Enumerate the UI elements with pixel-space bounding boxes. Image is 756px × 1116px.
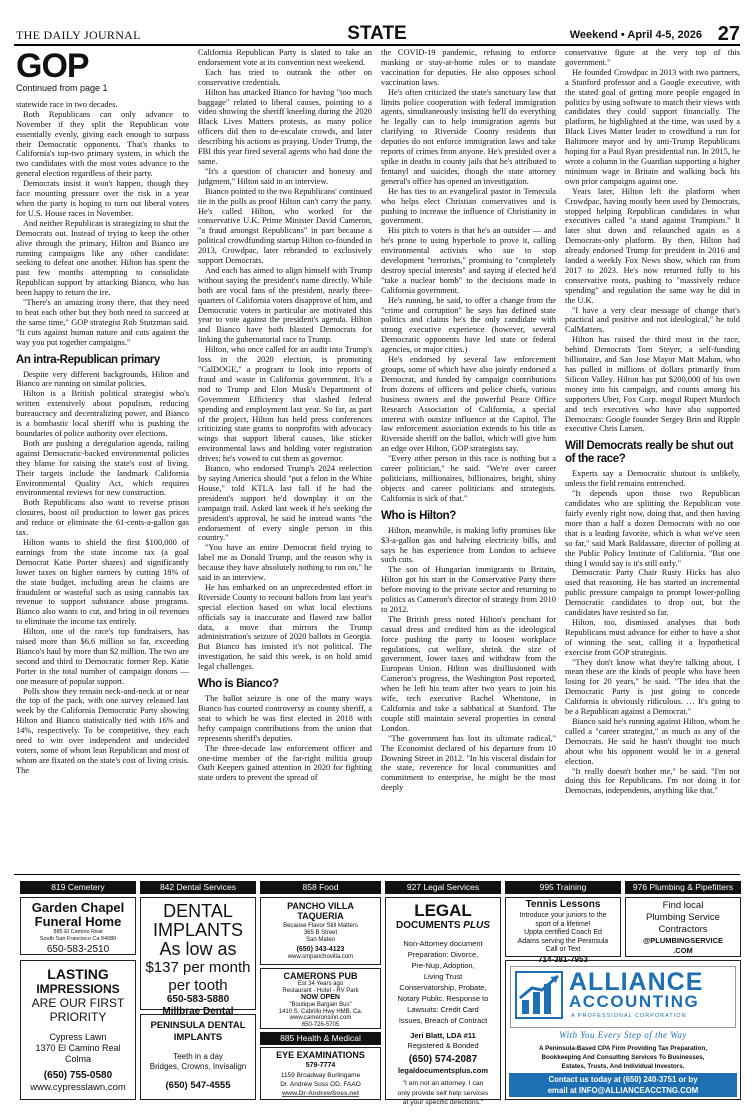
article-paragraph: Bianco, who endorsed Trump's 2024 reelection by saying America should "put a felon in the White House," told KTLA last fall if he had the president's support he'd downplay it on the campaign trail. Asked last week if he's seeking the president's approval, he said he instead wants "the endorsement of every single person in this country." [198, 464, 372, 543]
legal-line-16: at your specific directions." [402, 1099, 484, 1106]
article-paragraph: Hilton, who once called for an audit into Trump's loss in the 2020 election, is promoting "CalDOGE," a program to look into reports of fraud and waste in California government. It's a nod to Trump and Elon Musk's Department of Government Efficiency that slashed federal spending and employment last year. So far, as part of the project, Hilton has held press conferences criticizing state grants to nonprofits with advocacy wings that support liberal causes, like sticker environmental laws and holding voter registration drives; he's vowed to cut them as governor. [198, 345, 372, 464]
camerons-line-2: Est 34 Years ago [297, 981, 344, 987]
eye-web[interactable]: www.Dr-AndrewSoss.net [281, 1090, 360, 1097]
alliance-line-2: ACCOUNTING [569, 992, 700, 1011]
legal-line-11: Issues, Breach of Contract [398, 1016, 488, 1025]
classifieds-divider [14, 874, 740, 875]
article-paragraph: Hilton is a British political strategist who's written extensively about populism, reducing bureaucracy and decentralizing power, and Bianco is a bombastic local sheriff who is pushing the boundaries of police authority over elections. [16, 389, 189, 438]
continued-note: Continued from page 1 [16, 83, 108, 93]
section-title: STATE [347, 23, 407, 44]
article-paragraph: Each has tried to outrank the other on conservative credentials. [198, 67, 372, 87]
legal-line-8: Conservatorship, Probate, [399, 983, 487, 992]
article-column-3 [381, 48, 556, 871]
peninsula-phone: (650) 547-4555 [165, 1080, 231, 1091]
article-paragraph: Both are pushing a deregulation agenda, railing against Democratic-backed environmental policies they blame for raising the state's cost of living. Their targets include the landmark California Environmental Quality Act, which requires environmental reviews for new construction. [16, 438, 189, 498]
ad-legal-documents[interactable] [385, 897, 501, 1106]
eye-line-1: EYE EXAMINATIONS [276, 1050, 365, 1060]
category-plumbing: 976 Plumbing & Pipefitters [625, 881, 741, 894]
article-paragraph: Despite very different backgrounds, Hilton and Bianco are running on similar policies. [16, 369, 189, 389]
article-paragraph: Polls show they remain neck-and-neck at or near the top of the pack, with one survey released last week by the California Democratic Party showing Hilton and Bianco statistically tied with 16% and 14%, respectively. To be competitive, they each need to win over independent and undecided voters, some of whom lean Republican and most of whom are fixated on the state's cost of living crisis. The [16, 686, 189, 775]
camerons-line-7[interactable]: www.cameronsinn.com [289, 1015, 352, 1021]
legal-line-12: Jeri Blatt, LDA #11 [410, 1031, 476, 1040]
pancho-web[interactable]: www.smpanchovilla.com [287, 954, 354, 960]
article-paragraph: The three-decade law enforcement officer and one-time member of the far-right militia group Oath Keepers gained attention in 2020 for fighting state orders to prevent the spread of [198, 743, 372, 783]
alliance-chart-icon [514, 970, 564, 1022]
article-paragraph: Democratic Party Chair Rusty Hicks has also used that reasoning. He has started an incremental public pressure campaign to prompt lower-polling Democratic candidates to drop out, but the candidates have resisted so far. [565, 568, 740, 618]
peninsula-line-4: Bridges, Crowns, Invisalign [149, 1062, 247, 1071]
pancho-line-5: San Mateo [305, 937, 336, 943]
dental-line-6: Millbrae Dental [162, 1006, 234, 1017]
article-paragraph: The British press noted Hilton's penchant for casual dress and credited him as the ideological force pushing the party to loosen workplace regulations, cut welfare, shrink the size of government, lower taxes and withdraw from the European Union. Hilton was disillusioned with Cameron's progress, the Washington Post reported, when he left his team after two years to join his wife, tech executive Rachel Whetstone, in California and take a sabbatical at Stanford. The couple still maintain several properties in central London. [381, 614, 556, 733]
ad-eye-examinations[interactable] [260, 1047, 381, 1100]
camerons-line-1: CAMERONS PUB [283, 971, 358, 981]
legal-line-13: Registered & Bonded [407, 1041, 479, 1050]
plumbing-line-1: Find local [662, 900, 704, 911]
article-paragraph: He has embarked on an unprecedented effort in Riverside County to recount ballots from last year's special election based on what local elections officials say is inaccurate and flawed raw ballot data, a move that mirrors the Trump administration's seizure of 2020 ballots in Georgia. But Bianco has insisted it's not political. The investigation, he said this week, is on hold amid legal challenges. [198, 582, 372, 672]
plumbing-line-4[interactable]: @PLUMBINGSERVICE [642, 936, 724, 945]
article-paragraph: "The government has lost its ultimate radical," The Economist declared of his departure from 10 Downing Street in 2012. "In his visceral disdain for the state, reverence for local communities and commitment to enterprise, he might be the most deeply [381, 733, 556, 793]
article-column-4 [565, 48, 740, 871]
pancho-phone: (650) 343-4123 [296, 946, 345, 953]
article-paragraph: His pitch to voters is that he's an outsider — and he's prone to using hyperbole to prove it, calling environmental activists who sue to stop development "terrorists," promising to "completely destroy special interests" and saying if elected he'd "take a nuclear bomb" to the decisions made in California government. [381, 226, 556, 295]
article-paragraph: He's endorsed by several law enforcement groups, some of which have also jointly endorsed a Democrat, and funded by campaign contributions from dozens of officers and police chiefs, various business owners and the powerful Peace Office Research Association of California, a special interest with outsize influence at the Capitol. The law enforcement association extends to his title as Riverside sheriff on the ballot, which will give him an edge over Hilton, GOP strategists say. [381, 355, 556, 454]
ad-peninsula-dental[interactable] [140, 1014, 256, 1100]
article-paragraph: Bianco said he's running against Hilton, whom he called a "career strategist," as much as any of the Democrats. He said he hasn't thought too much about who his opponent would be in a general election. [565, 717, 740, 766]
legal-line-3: PLUS [463, 920, 490, 931]
lasting-line-1: LASTING [47, 966, 109, 982]
article-paragraph: statewide race in two decades. [16, 99, 118, 109]
dental-line-2: IMPLANTS [152, 920, 244, 940]
article-column-1 [16, 48, 189, 871]
article-kicker: GOP [16, 47, 89, 85]
legal-line-9: Notary Public. Response to [397, 994, 489, 1003]
lasting-phone: (650) 755-0580 [43, 1070, 113, 1081]
garden-chapel-address-1: 885 El Camino Real [53, 929, 103, 935]
alliance-logo-box [510, 966, 736, 1028]
category-training: 995 Training [505, 881, 621, 894]
article-paragraph: "It really doesn't bother me," he said. "I'm not doing this for Republicans. I'm not doing it for Democrats, independents, anything like that." [565, 766, 740, 796]
article-paragraph: And each has aimed to align himself with Trump without saying the president's name directly. While both are vocal fans of the president, nearly three-quarters of California voters disapprove of him, and Democratic voters in particular are motivated this year to vote against the president's agenda. Hilton and Bianco have both blasted Democrats for linking the gubernatorial race to Trump. [198, 265, 372, 345]
plumbing-line-2: Plumbing Service [646, 912, 720, 923]
garden-chapel-name-2: Funeral Home [34, 914, 122, 929]
category-legal: 927 Legal Services [385, 881, 501, 894]
peninsula-line-1: PENINSULA DENTAL [150, 1020, 246, 1031]
article-paragraph: Both Republicans can only advance to November if they split the Republican vote essentially evenly, giving each enough to surpass their Democratic opponents. That's thanks to California's top-two primary system, in which the two candidates with the most votes advance to the general election regardless of their party. [16, 109, 189, 179]
publication-name: THE DAILY JOURNAL [16, 28, 141, 42]
subheading: An intra-Republican primary [16, 353, 160, 366]
camerons-line-5: "Boutique Bargain Bus" [289, 1002, 352, 1008]
article-paragraph: "There's an amazing irony there, that they need to beat each other but they both need to succeed at the same time," GOP strategist Rob Stutzman said. "It cuts against human nature and cuts against the way you put together campaigns." [16, 298, 189, 347]
plumbing-line-5[interactable]: .COM [673, 946, 693, 955]
article-paragraph: Hilton has raised the third most in the race, behind Democrats Tom Steyer, a self-funding billionaire, and San Jose Mayor Matt Mahan, who has pulled in millions of dollars primarily from Silicon Valley. Hilton has put $200,000 of his own money into his campaign, and counts among his supporters Uber, Fox Corp. mogul Rupert Murdoch and tech executives who have also supported Democrats: Google founder Sergey Brin and Ripple executive Chris Larsen. [565, 335, 740, 434]
pancho-line-1: PANCHO VILLA [287, 901, 354, 911]
alliance-contact-bar[interactable] [509, 1073, 737, 1097]
peninsula-line-3: Teeth in a day [173, 1052, 223, 1061]
article-paragraph: He's running, he said, to offer a change from the "crime and corruption" he says has defined state politics and claims he's the only candidate with strong executive experience (however, several Democratic opponents have led state or federal agencies, or major cities.) [381, 295, 556, 355]
eye-line-2: 579-7774 [305, 1062, 336, 1069]
subheading: Who is Hilton? [381, 509, 456, 522]
camerons-line-4: NOW OPEN [301, 994, 340, 1001]
article-paragraph: Hilton, meanwhile, is making lofty promises like $3-a-gallon gas and halving electricity bills, and says he has experience from London to achieve such cuts. [381, 525, 556, 565]
category-cemetery: 819 Cemetery [20, 881, 136, 894]
pancho-line-4: 365 B Street [303, 930, 338, 936]
alliance-line-5: A Peninsula-Based CPA Firm Providing Tax Preparation, [539, 1045, 707, 1052]
category-dental: 842 Dental Services [140, 881, 256, 894]
tennis-line-2: Introduce your juniors to the [519, 912, 607, 919]
article-paragraph: conservative figure at the very top of this government." [565, 48, 740, 67]
article-paragraph: California Republican Party is slated to take an endorsement vote at its convention next weekend. [198, 48, 372, 67]
dental-line-1: DENTAL [163, 901, 233, 921]
tennis-line-4: Uppta certified Coach Ed [524, 929, 602, 936]
alliance-line-1: ALLIANCE [569, 968, 704, 996]
ad-tennis-lessons[interactable] [505, 897, 621, 964]
eye-line-4: Dr. Andrew Soss OD, FAAO [280, 1081, 361, 1088]
article-paragraph: And neither Republican is strategizing to shut the Democrats out. Instead of trying to keep the other alive through the primary, Hilton and Bianco are running campaigns like any other candidate: seeking to defeat one another. Hilton has spent the past few months attempting to consolidate Republican support by attacking Bianco, who has been happy to return the ire. [16, 218, 189, 298]
article-paragraph: Hilton wants to shield the first $100,000 of earnings from the state income tax (a goal Democrat Katie Porter shares) and significantly lower taxes on higher earners by cutting 18% of the state budget, including areas he claims are fraudulent or wasteful such as using cannabis tax revenue to support substance abuse programs. Bianco also wants to cut, and bring in oil revenues to eliminate the income tax entirely. [16, 537, 189, 627]
article-paragraph: "Every other person in this race is nothing but a career politician," he said. "We're over career politicians, millionaires, billionaires, bright, shiny objects and career politicians and strategists. California is sick of that." [381, 454, 556, 503]
legal-line-5: Preparation: Divorce, [407, 950, 479, 959]
garden-chapel-name-1: Garden Chapel [31, 900, 125, 915]
lasting-line-6: 1370 El Camino Real [35, 1043, 121, 1053]
article-paragraph: The ballot seizure is one of the many ways Bianco has courted controversy as county sheriff, a seat to which he was first elected in 2018 with hefty campaign contributions from the union that represents sheriff's deputies. [198, 694, 372, 743]
dental-line-5: per tooth [168, 977, 228, 994]
legal-line-4: Non-Attorney document [403, 939, 483, 948]
article-paragraph: Hilton has attacked Bianco for having "too much baggage" related to liberal causes, pointing to a video showing the sheriff kneeling during the 2020 Black Lives Matters protests, as many police officers did then to de-escalate crowds, and later describing his actions as praying. Under Trump, the FBI this year fired several agents who had done the same. [198, 87, 372, 166]
alliance-line-3: A PROFESSIONAL CORPORATION [571, 1013, 687, 1019]
article-paragraph: "I have a very clear message of change that's practical and positive and not ideological," he told CalMatters. [565, 305, 740, 335]
camerons-line-8: 650-726-5705 [301, 1021, 340, 1028]
legal-web[interactable]: legaldocumentsplus.com [397, 1066, 489, 1075]
ad-alliance-accounting[interactable] [505, 960, 741, 1100]
alliance-line-9[interactable]: email at INFO@ALLIANCEACCTNG.COM [547, 1086, 699, 1095]
dental-line-4: $137 per month [145, 959, 251, 976]
article-paragraph: "They don't know what they're talking about, I mean these are the kinds of people who have been losing for 20 years," he said. "The idea that the Democratic Party is just going to concede California is obviously ridiculous. … It's going to be a Republican against a Democrat." [565, 657, 740, 717]
ad-camerons-pub[interactable] [260, 968, 381, 1029]
page-header [14, 24, 740, 46]
lasting-line-4: PRIORITY [49, 1010, 107, 1024]
dental-line-3: As low as [159, 939, 237, 959]
article-paragraph: Both Republicans also want to reverse prison closures, boost oil production to lower gas prices and reduce or eliminate the 61-cents-a-gallon gas tax. [16, 498, 189, 538]
article-column-2 [198, 48, 372, 871]
ad-garden-chapel[interactable] [20, 897, 136, 955]
ad-millbrae-dental[interactable] [140, 897, 256, 1017]
legal-line-6: Pre-Nup, Adoption, [411, 961, 475, 970]
pancho-line-3: Because Flavor Still Matters [283, 923, 358, 929]
article-paragraph: Bianco pointed to the two Republicans' continued tie in the polls as proof Hilton can't carry the party. He's called Hilton, who worked for the conservative U.K. Prime Minister David Cameron, "a fraud amongst Republicans" in part because a political crowdfunding startup Hilton co-founded in 2013, Crowdpac, later rebranded to exclusively support Democrats. [198, 186, 372, 266]
article-paragraph: Hilton, one of the race's top fundraisers, has raised more than $6.6 million so far, exceeding Bianco's haul by more than $2 million. The two are second and third to Democratic former Rep. Katie Porter in the total number of campaign donors — one measure of popular support. [16, 627, 189, 686]
article-paragraph: the COVID-19 pandemic, refusing to enforce masking or stay-at-home rules or to mandate vaccination for deputies. He also opposes school vaccination laws. [381, 48, 556, 87]
legal-line-1: LEGAL [414, 901, 472, 920]
lasting-line-5: Cypress Lawn [49, 1032, 107, 1042]
lasting-web[interactable]: www.cypresslawn.com [30, 1082, 126, 1093]
article-paragraph: "It's a question of character and honesty and judgment," Hilton said in an interview. [198, 166, 372, 186]
pancho-line-2: TAQUERIA [297, 911, 344, 921]
subheading: Will Democrats really be shut out of the race? [565, 440, 734, 466]
tennis-phone: 714-381-7953 [538, 954, 588, 964]
article-paragraph: He has ties to an evangelical pastor in Temecula who helps elect Christian conservatives and is pushing to increase the influence of Christianity in government. [381, 186, 556, 226]
legal-line-2: DOCUMENTS [396, 920, 461, 931]
plumbing-line-3: Contractors [658, 924, 708, 935]
tennis-line-1: Tennis Lessons [525, 899, 601, 910]
legal-line-15: only provide self help services [397, 1089, 489, 1097]
garden-chapel-address-2: South San Francisco Ca 94080 [39, 936, 117, 942]
camerons-line-3: Restaurant - Hotel - RV Park [282, 987, 359, 994]
article-paragraph: "It depends upon those two Republican candidates who are splitting the Republican vote fairly evenly right now, doing that, and then having more than a half a dozen Democrats with no one that is a leading favorite, which is what we've seen so far," said Mark Baldassare, director of polling at the Public Policy Institute of California. "But one thing I would say is it's still early." [565, 489, 740, 568]
subheading: Who is Bianco? [198, 678, 279, 691]
tennis-line-6: Call or Text [545, 946, 581, 953]
category-food: 858 Food [260, 881, 381, 894]
legal-line-7: Living Trust [423, 972, 463, 981]
issue-date: Weekend • April 4-5, 2026 [569, 29, 702, 41]
peninsula-line-2: IMPLANTS [173, 1032, 223, 1043]
alliance-line-6: Bookkeeping And Consulting Services To Businesses, [541, 1054, 705, 1061]
tennis-line-5: Adams serving the Peninsula [517, 937, 609, 945]
alliance-line-8: Contact us today at (650) 240-3751 or by [548, 1075, 698, 1084]
article-paragraph: "You have an entire Democrat field trying to label me as Donald Trump, and the reason why is because they have absolutely nothing to run on," he said in an interview. [198, 543, 372, 583]
page-number: 27 [717, 23, 740, 45]
article-paragraph: He founded Crowdpac in 2013 with two partners, a Stanford professor and a Google executive, with the stated goal of getting more people engaged in politics by using software to match their views with candidates they could support financially. The platform, he highlighted at the time, was used by a Black Lives Matter leader to crowdfund a run for Baltimore mayor and by anti-Trump Republicans hoping for a Paul Ryan presidential run. In 2015, he wrote a column in the Guardian supporting a higher minimum wage in Britain and walking back his own prior campaigns against one. [565, 67, 740, 186]
dental-phone: 650-583-5880 [166, 994, 230, 1005]
ad-cypress-lawn[interactable] [20, 960, 136, 1100]
article-paragraph: Experts say a Democratic shutout is unlikely, unless the field remains entrenched. [565, 469, 740, 489]
legal-line-14: "I am not an attorney. I can [402, 1080, 484, 1087]
eye-line-3: 1159 Broadway Burlingame [280, 1072, 361, 1079]
lasting-line-7: Colma [64, 1054, 91, 1064]
garden-chapel-phone: 650-583-2510 [46, 944, 110, 955]
article-paragraph: The son of Hungarian immigrants to Britain, Hilton got his start in the Conservative Party there before moving to the private sector and returning to politics as Cameron's director of strategy from 2010 to 2012. [381, 565, 556, 614]
alliance-line-4: With You Every Step of the Way [559, 1030, 687, 1040]
lasting-line-2: IMPRESSIONS [36, 982, 120, 996]
tennis-line-3: sport of a lifetime! [535, 920, 591, 928]
article-paragraph: Years later, Hilton left the platform when Crowdpac, having mostly been used by Democrats, stopped helping Republican candidates in what executives called "a stand against Trumpism." It later shut down and relaunched again as a Democrats-only platform. By then, Hilton had already endorsed Trump for president in 2016 and landed a weekly Fox News show, which ran from 2017 to 2023. He's now returned fully to his conservative roots, pushing to "massively reduce spending" and regulation the same way he did in the U.K. [565, 186, 740, 305]
legal-phone: (650) 574-2087 [408, 1054, 478, 1065]
article-paragraph: Democrats insist it won't happen, though they face mounting pressure over the risk in a year when the party is hoping to turn out liberal voters for U.S. House races in November. [16, 179, 189, 218]
article-paragraph: Hilton, too, dismissed analyses that both Republicans must advance for either to have a shot of winning the seat, calling it a hypothetical exercise from GOP strategists. [565, 617, 740, 657]
article-paragraph: He's often criticized the state's sanctuary law that limits police cooperation with federal immigration agents, simultaneously insisting he'll do everything he legally can to help immigration agents but clarifying to Riverside County residents that deputies do not enforce immigration laws and take reports of crimes from anyone. He's presided over a spike in deaths in county jails that he's attributed to fentanyl and suicides, though the state attorney general's office has opened an investigation. [381, 87, 556, 186]
alliance-line-7: Estates, Trusts, And Individual Investors. [561, 1063, 685, 1070]
ad-pancho-villa[interactable] [260, 897, 381, 965]
camerons-line-6: 1410 S. Cabrillo Hwy HMB, Ca. [278, 1008, 363, 1015]
legal-line-10: Lawsuits: Credit Card [407, 1005, 479, 1014]
legal-documents-title [386, 920, 500, 932]
ad-plumbing[interactable] [625, 897, 741, 957]
lasting-line-3: ARE OUR FIRST [31, 996, 125, 1010]
category-health: 885 Health & Medical [260, 1032, 381, 1045]
